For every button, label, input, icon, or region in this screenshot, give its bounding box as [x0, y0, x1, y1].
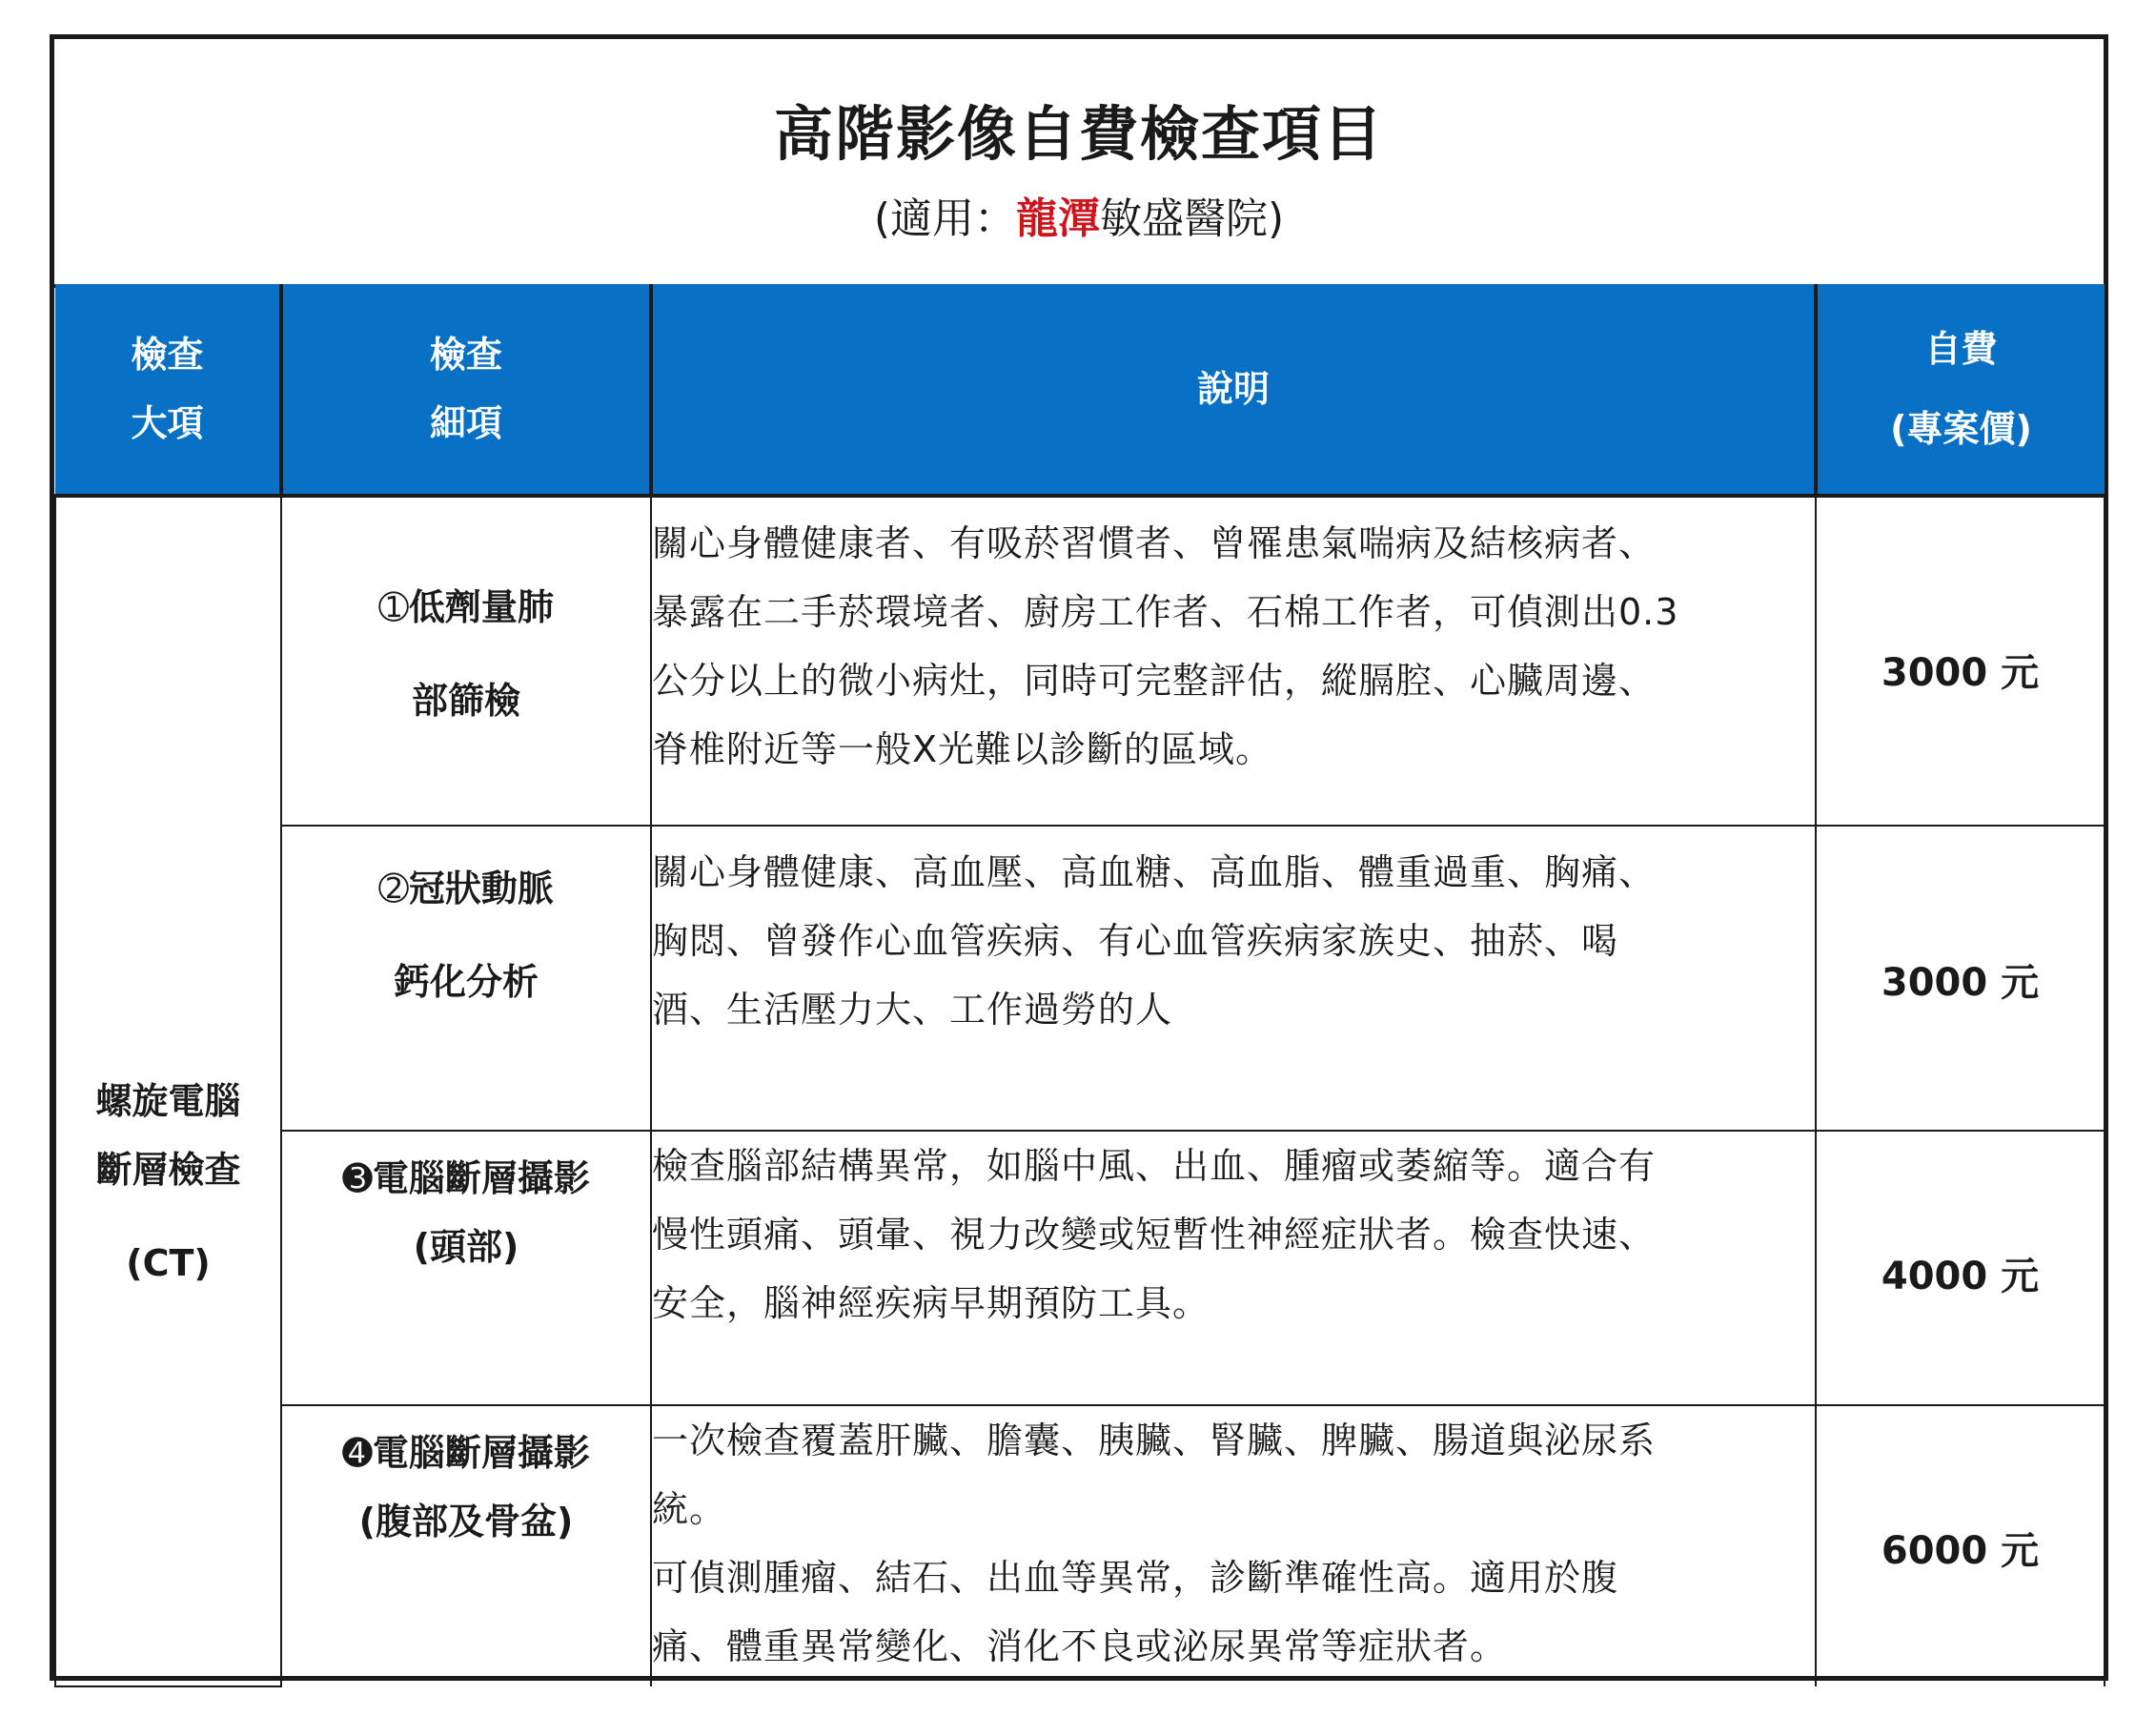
header-item — [281, 284, 651, 496]
category-line3: (CT) — [126, 1242, 211, 1284]
header-price-line2: (專案價) — [1890, 408, 2032, 450]
description-line: 可偵測腫瘤、結石、出血等異常，診斷準確性高。適用於腹 — [652, 1557, 1619, 1599]
exam-table — [54, 284, 2105, 1687]
item-cell — [281, 496, 651, 826]
page-title: 高階影像自費檢查項目 — [773, 99, 1384, 169]
description-line: 痛、體重異常變化、消化不良或泌尿異常等症狀者。 — [652, 1625, 1508, 1667]
description-line: 關心身體健康者、有吸菸習慣者、曾罹患氣喘病及結核病者、 — [652, 522, 1657, 564]
item-line2: 鈣化分析 — [393, 961, 539, 1003]
description-cell — [651, 826, 1816, 1131]
header-item-line2: 細項 — [429, 402, 502, 444]
page-subtitle — [54, 184, 2104, 245]
description-cell — [651, 1131, 1816, 1405]
header-category — [55, 284, 281, 496]
item-line2: 部篩檢 — [411, 680, 520, 722]
description-line: 暴露在二手菸環境者、廚房工作者、石棉工作者，可偵測出0.3 — [652, 591, 1679, 633]
header-description: 說明 — [651, 284, 1816, 496]
description-cell — [651, 1405, 1816, 1686]
table-row — [55, 1405, 2105, 1686]
table-row — [55, 496, 2105, 826]
description-line: 一次檢查覆蓋肝臟、膽囊、胰臟、腎臟、脾臟、腸道與泌尿系 — [652, 1420, 1657, 1461]
category-cell — [55, 496, 281, 1686]
item-line1: ➍電腦斷層攝影 — [342, 1432, 590, 1474]
description-line: 胸悶、曾發作心血管疾病、有心血管疾病家族史、抽菸、喝 — [652, 920, 1619, 962]
description-line: 脊椎附近等一般X光難以診斷的區域。 — [652, 728, 1273, 770]
item-line1: ➀低劑量肺 — [378, 586, 554, 628]
header-price-line1: 自費 — [1924, 328, 1998, 370]
item-cell — [281, 1131, 651, 1405]
description-line: 統。 — [652, 1488, 727, 1530]
subtitle-suffix: 敏盛醫院) — [1100, 194, 1285, 243]
description-line: 檢查腦部結構異常，如腦中風、出血、腫瘤或萎縮等。適合有 — [652, 1145, 1657, 1187]
table-row — [55, 1131, 2105, 1405]
category-line2: 斷層檢查 — [95, 1149, 241, 1191]
item-line2: (腹部及骨盆) — [358, 1501, 574, 1542]
price-cell: 6000 元 — [1816, 1405, 2105, 1686]
subtitle-hospital-location: 龍潭 — [1016, 194, 1100, 243]
header-category-line2: 大項 — [131, 402, 204, 444]
item-line2: (頭部) — [413, 1226, 519, 1268]
description-line: 酒、生活壓力大、工作過勞的人 — [652, 989, 1173, 1031]
item-line1: ➌電腦斷層攝影 — [342, 1157, 590, 1199]
header-item-line1: 檢查 — [429, 334, 502, 376]
item-line1: ➁冠狀動脈 — [378, 868, 554, 909]
description-line: 公分以上的微小病灶，同時可完整評估，縱膈腔、心臟周邊、 — [652, 660, 1657, 702]
table-row — [55, 826, 2105, 1131]
price-list-table-frame — [50, 34, 2108, 1681]
subtitle-prefix: (適用： — [873, 194, 1016, 243]
title-area — [54, 39, 2104, 288]
item-cell — [281, 826, 651, 1131]
category-line1: 螺旋電腦 — [95, 1080, 241, 1122]
header-category-line1: 檢查 — [131, 334, 204, 376]
price-cell: 4000 元 — [1816, 1131, 2105, 1405]
price-cell: 3000 元 — [1816, 496, 2105, 826]
item-cell — [281, 1405, 651, 1686]
price-cell: 3000 元 — [1816, 826, 2105, 1131]
table-header-row — [55, 284, 2105, 496]
description-line: 關心身體健康、高血壓、高血糖、高血脂、體重過重、胸痛、 — [652, 851, 1657, 893]
header-price — [1816, 284, 2105, 496]
description-line: 慢性頭痛、頭暈、視力改變或短暫性神經症狀者。檢查快速、 — [652, 1214, 1657, 1256]
description-cell — [651, 496, 1816, 826]
description-line: 安全，腦神經疾病早期預防工具。 — [652, 1282, 1210, 1324]
